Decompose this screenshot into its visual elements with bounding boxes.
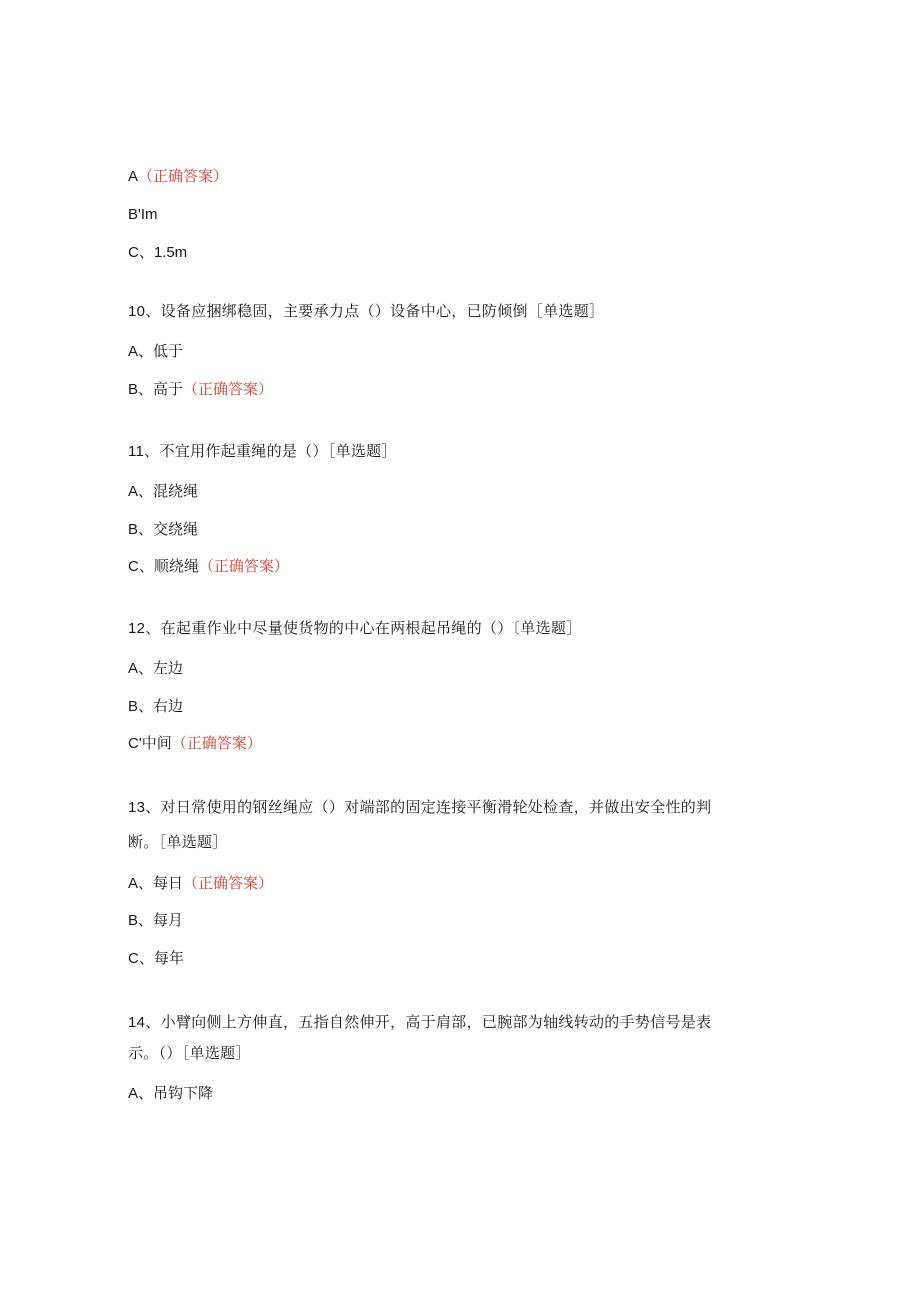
option-line [128,204,158,225]
option-text: 每年 [153,949,184,967]
question-text: 对日常使用的钢丝绳应（）对端部的固定连接平衡滑轮处检查，并做出安全性的判 [160,798,712,816]
option-text: 高于 [153,380,184,398]
question-number: 12、 [128,620,161,637]
question-12 [128,618,582,639]
question-13-continued [128,832,228,852]
option-prefix: A、 [128,483,154,500]
question-13 [128,797,711,818]
question-11 [128,441,397,462]
option-prefix: B、 [128,698,154,715]
option-line [128,556,289,577]
option-line [128,519,198,540]
option-prefix: B、 [128,381,154,398]
option-prefix: A、 [128,343,154,360]
option-prefix: C' [128,735,142,752]
question-number: 11、 [128,443,160,460]
question-number: 13、 [128,799,161,816]
option-text: 吊钩下降 [153,1084,214,1102]
option-line [128,658,183,679]
question-text: 不宜用作起重绳的是（）［单选题］ [159,442,397,460]
option-line [128,379,273,400]
option-text: 每月 [153,911,184,929]
option-line [128,696,183,717]
option-prefix: C、 [128,950,154,967]
option-prefix: B'Im [128,206,158,223]
question-text: 设备应捆绑稳固，主要承力点（）设备中心，已防倾倒［单选题］ [160,302,605,320]
question-text: 在起重作业中尽量使货物的中心在两根起吊绳的（）〔单选题］ [160,619,582,637]
option-prefix: B、 [128,912,154,929]
option-line [128,873,273,894]
option-line [128,166,228,187]
option-text: 低于 [153,342,184,360]
question-text: 示。（）［单选题］ [128,1044,251,1062]
question-14-continued [128,1043,251,1063]
question-14 [128,1012,711,1033]
option-text: 交绕绳 [153,520,199,538]
option-text: 混绕绳 [153,482,199,500]
option-line [128,733,262,754]
option-line [128,948,184,969]
option-text: 左边 [153,659,184,677]
correct-answer-label: （正确答案） [138,167,229,185]
option-prefix: A、 [128,660,154,677]
correct-answer-label: （正确答案） [171,734,262,752]
option-text: 每日 [153,874,184,892]
correct-answer-label: （正确答案） [183,380,274,398]
option-prefix: A [128,168,139,185]
question-number: 10、 [128,303,161,320]
question-text: 断。［单选题］ [128,833,228,851]
option-prefix: A、 [128,875,154,892]
option-prefix: A、 [128,1085,154,1102]
option-text: 顺绕绳 [153,557,199,575]
question-10 [128,301,604,322]
option-line [128,910,183,931]
option-line [128,481,198,502]
option-line [128,242,187,263]
option-prefix: B、 [128,521,154,538]
question-number: 14、 [128,1014,161,1031]
option-text: 右边 [153,697,184,715]
option-prefix: C、1.5m [128,244,188,261]
correct-answer-label: （正确答案） [198,557,289,575]
option-line [128,341,183,362]
correct-answer-label: （正确答案） [183,874,274,892]
option-prefix: C、 [128,558,154,575]
option-line [128,1083,213,1104]
option-text: 中间 [141,734,172,752]
question-text: 小臂向侧上方伸直，五指自然伸开，高于肩部，已腕部为轴线转动的手势信号是表 [160,1013,712,1031]
